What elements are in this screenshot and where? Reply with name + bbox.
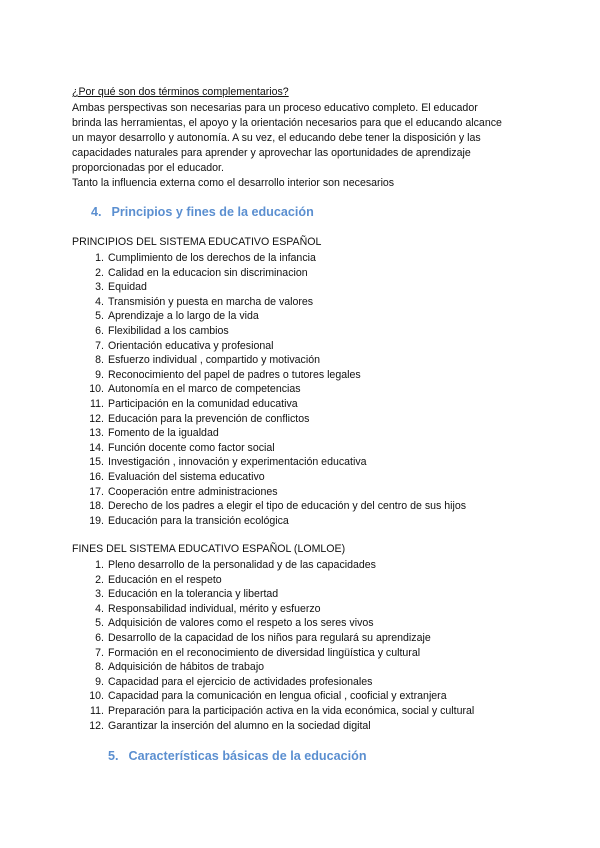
- list-item-text: Transmisión y puesta en marcha de valores: [108, 295, 314, 308]
- list-item-text: Educación para la prevención de conflictos: [108, 412, 310, 425]
- list-item-text: Educación en la tolerancia y libertad: [108, 588, 279, 601]
- list-item-text: Reconocimiento del papel de padres o tutores legales: [108, 368, 361, 381]
- aims-title: FINES DEL SISTEMA EDUCATIVO ESPAÑOL (LOMLOE): [72, 543, 346, 555]
- list-item-text: Preparación para la participación activa en la vida económica, social y cultural: [108, 704, 475, 717]
- list-item-text: Derecho de los padres a elegir el tipo de educación y del centro de sus hijos: [108, 500, 467, 513]
- list-item-number: 14.: [89, 441, 104, 454]
- list-item-text: Educación en el respeto: [108, 573, 222, 586]
- list-item-number: 4.: [95, 602, 104, 615]
- list-item-number: 13.: [89, 427, 104, 440]
- list-item-text: Evaluación del sistema educativo: [108, 470, 265, 483]
- list-item-number: 5.: [95, 617, 104, 630]
- list-item-number: 5.: [95, 310, 104, 323]
- list-item-number: 6.: [95, 324, 104, 337]
- list-item-text: Adquisición de hábitos de trabajo: [108, 661, 265, 674]
- list-item-text: Cumplimiento de los derechos de la infancia: [108, 252, 316, 264]
- list-item-number: 6.: [95, 631, 104, 644]
- list-item-text: Esfuerzo individual , compartido y motivación: [108, 354, 320, 367]
- section-5-heading: [108, 749, 367, 763]
- list-item-text: Orientación educativa y profesional: [108, 339, 274, 352]
- list-item-text: Calidad en la educacion sin discriminacion: [108, 266, 308, 279]
- list-item-text: Investigación , innovación y experimentación educativa: [108, 456, 367, 469]
- principles-title: PRINCIPIOS DEL SISTEMA EDUCATIVO ESPAÑOL: [72, 236, 322, 248]
- list-item-number: 7.: [95, 646, 104, 659]
- list-item-number: 3.: [95, 588, 104, 601]
- list-item-number: 15.: [89, 456, 104, 469]
- list-item-number: 8.: [95, 661, 104, 674]
- list-item-text: Función docente como factor social: [108, 441, 275, 454]
- list-item-text: Pleno desarrollo de la personalidad y de las capacidades: [108, 559, 376, 571]
- list-item-number: 12.: [89, 412, 104, 425]
- list-item-number: 10.: [89, 383, 104, 396]
- list-item-number: 3.: [95, 281, 104, 294]
- list-item-number: 17.: [89, 485, 104, 498]
- list-item-text: Participación en la comunidad educativa: [108, 397, 298, 410]
- list-item-text: Garantizar la inserción del alumno en la sociedad digital: [108, 719, 371, 732]
- list-item-number: 9.: [95, 675, 104, 688]
- list-item-number: 12.: [89, 719, 104, 732]
- list-item-text: Formación en el reconocimiento de diversidad lingüística y cultural: [108, 646, 421, 659]
- list-item-number: 4.: [95, 295, 104, 308]
- paragraph-line: un mayor desarrollo y autonomía. A su vez, el educando debe tener la disposición y las: [72, 132, 481, 144]
- list-item-text: Educación para la transición ecológica: [108, 514, 289, 527]
- list-item-text: Fomento de la igualdad: [108, 427, 219, 440]
- list-item-text: Capacidad para la comunicación en lengua oficial , cooficial y extranjera: [108, 690, 447, 703]
- list-item-number: 18.: [89, 500, 104, 513]
- list-item-text: Autonomía en el marco de competencias: [108, 383, 301, 396]
- list-item-number: 11.: [90, 397, 104, 410]
- section-number: 4.: [91, 205, 102, 219]
- list-item-text: Equidad: [108, 281, 147, 294]
- section-title: Características básicas de la educación: [128, 749, 367, 763]
- list-item-number: 1.: [95, 559, 104, 571]
- list-item-number: 2.: [95, 266, 104, 279]
- list-item-number: 10.: [89, 690, 104, 703]
- list-item-text: Capacidad para el ejercicio de actividades profesionales: [108, 675, 373, 688]
- section-title: Principios y fines de la educación: [111, 205, 314, 219]
- list-item-text: Responsabilidad individual, mérito y esfuerzo: [108, 602, 321, 615]
- section-4-heading: [91, 205, 314, 219]
- list-item-number: 11.: [90, 704, 104, 717]
- list-item-text: Cooperación entre administraciones: [108, 485, 278, 498]
- list-item-number: 16.: [89, 470, 104, 483]
- question-title: ¿Por qué son dos términos complementarios?: [72, 86, 289, 98]
- paragraph-line: brinda las herramientas, el apoyo y la orientación necesarios para que el educando alcance: [72, 117, 502, 129]
- answer-paragraph: [72, 101, 542, 191]
- paragraph-line: proporcionadas por el educador.: [72, 162, 224, 174]
- paragraph-line: Ambas perspectivas son necesarias para un proceso educativo completo. El educador: [72, 102, 478, 114]
- section-number: 5.: [108, 749, 119, 763]
- list-item-number: 7.: [95, 339, 104, 352]
- list-item-number: 8.: [95, 354, 104, 367]
- list-item-number: 19.: [89, 514, 104, 527]
- paragraph-line: capacidades naturales para aprender y aprovechar las oportunidades de aprendizaje: [72, 147, 471, 159]
- list-item-text: Flexibilidad a los cambios: [108, 324, 229, 337]
- list-item-number: 1.: [95, 252, 104, 264]
- list-item-number: 9.: [95, 368, 104, 381]
- list-item-text: Adquisición de valores como el respeto a los seres vivos: [108, 617, 374, 630]
- list-item-text: Aprendizaje a lo largo de la vida: [108, 310, 259, 323]
- paragraph-line: Tanto la influencia externa como el desarrollo interior son necesarios: [72, 177, 395, 189]
- list-item-number: 2.: [95, 573, 104, 586]
- list-item-text: Desarrollo de la capacidad de los niños para regulará su aprendizaje: [108, 631, 431, 644]
